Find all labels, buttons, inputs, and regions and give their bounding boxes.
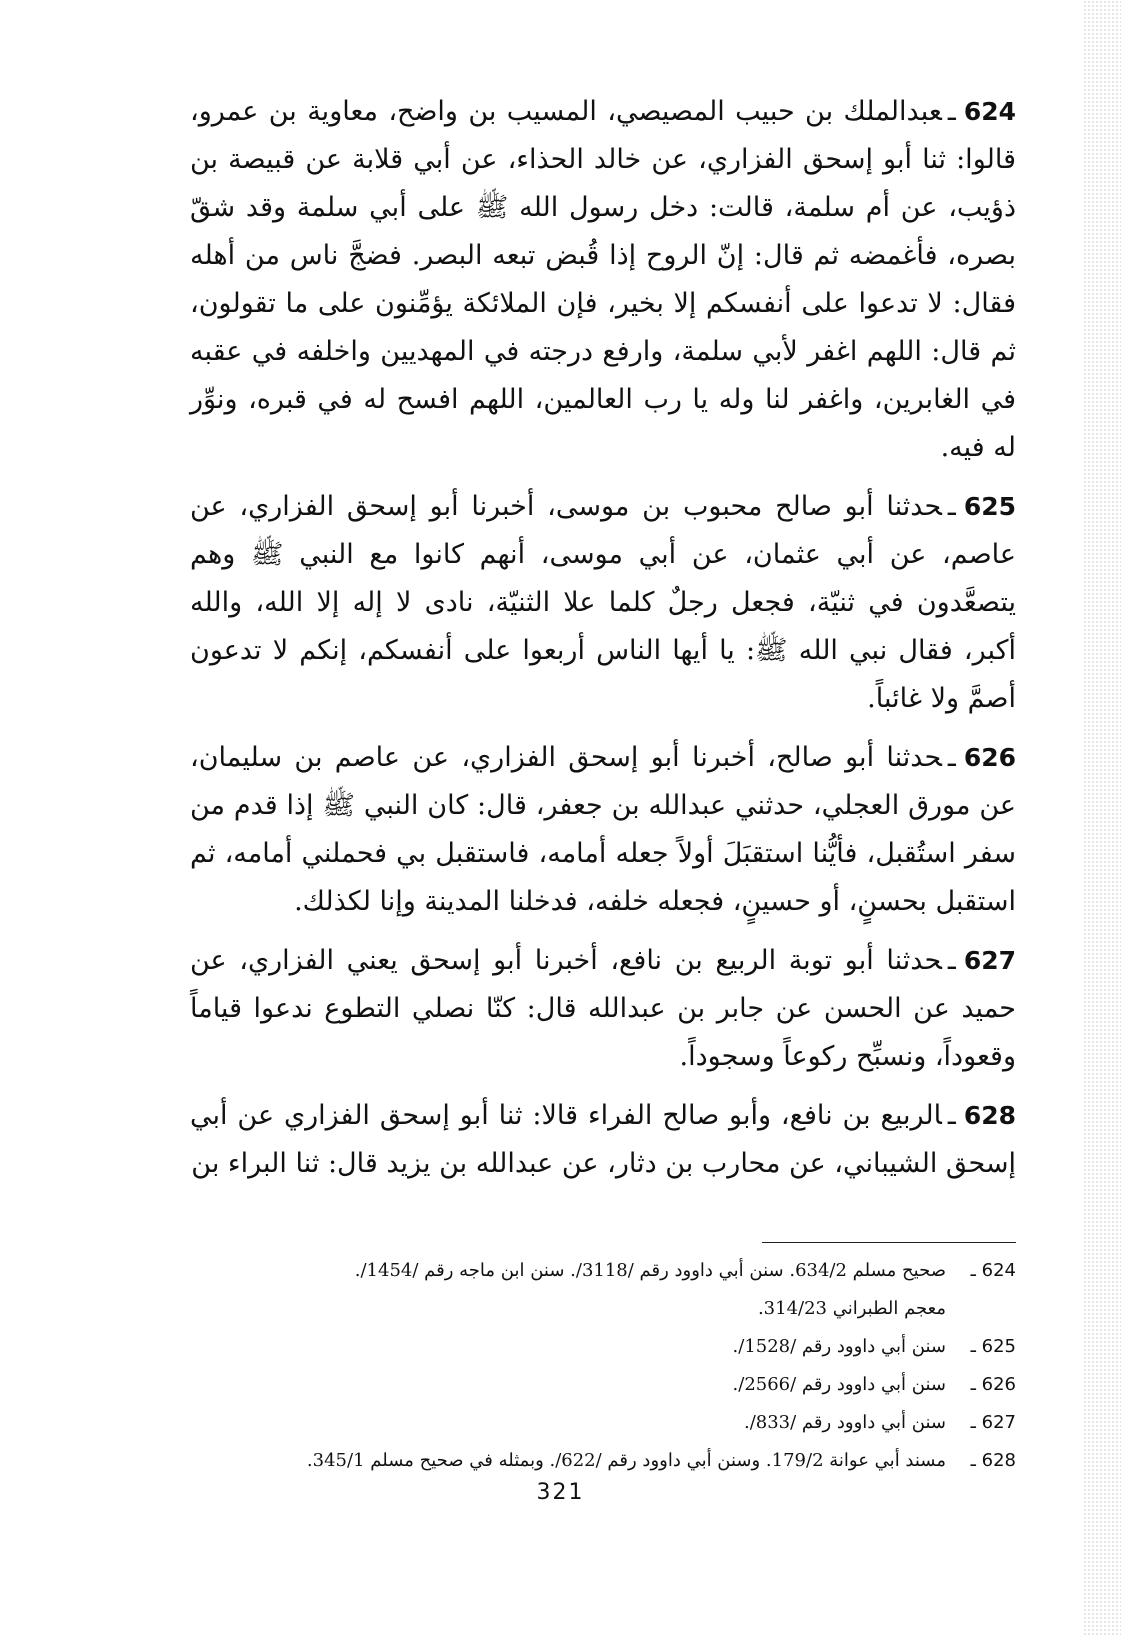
hadith-number: 625 — [963, 492, 1016, 521]
footnote-text — [190, 1252, 946, 1328]
footnote-number: 624 ـ — [970, 1260, 1016, 1281]
footnote-text — [190, 1404, 946, 1442]
footnote-text — [190, 1366, 946, 1404]
footnote-626 — [190, 1366, 1016, 1404]
hadith-625 — [190, 483, 1016, 723]
footnote-separator — [762, 1242, 1016, 1243]
footnote-line: معجم الطبراني 314/23. — [757, 1298, 946, 1319]
hadith-624 — [190, 88, 1016, 472]
hadith-text: عبدالملك بن حبيب المصيصي، المسيب بن واضح، معاوية بن عمرو، قالوا: ثنا أبو إسحق الفزاري، عن خالد الحذاء، عن أبي قلابة عن قبيصة بن ذؤيب، عن أم سلمة، قالت: دخل رسول الله ﷺ على أبي سلمة وقد شقّ بصره، فأغمضه ثم قال: إنّ الروح إذا قُبض تبعه البصر. فضجَّ ناس من أهله فقال: لا تدعوا على أنفسكم إلا بخير، فإن الملائكة يؤمِّنون على ما تقولون، ثم قال: اللهم اغفر لأبي سلمة، وارفع درجته في المهديين واخلفه في عقبه في الغابرين، واغفر لنا وله يا رب العالمين، اللهم افسح له في قبره، ونوِّر له فيه. — [190, 96, 1016, 463]
footnote-text — [190, 1442, 946, 1480]
hadith-dash: ـ — [947, 96, 956, 127]
footnote-line: مسند أبي عوانة 179/2. وسنن أبي داوود رقم /622/. وبمثله في صحيح مسلم 345/1. — [306, 1450, 946, 1471]
footnote-number: 626 ـ — [970, 1374, 1016, 1395]
footnote-number: 625 ـ — [970, 1336, 1016, 1357]
footnote-text — [190, 1328, 946, 1366]
footnote-line: سنن أبي داوود رقم /2566/. — [732, 1374, 946, 1395]
hadith-text: الربيع بن نافع، وأبو صالح الفراء قالا: ثنا أبو إسحق الفزاري عن أبي إسحق الشيباني، عن محارب بن دثار، عن عبدالله بن يزيد قال: ثنا البراء بن — [190, 1100, 1016, 1179]
hadith-number: 624 — [963, 97, 1016, 126]
hadith-text: حدثنا أبو توبة الربيع بن نافع، أخبرنا أبو إسحق يعني الفزاري، عن حميد عن الحسن عن جابر بن عبدالله قال: كنّا نصلي التطوع ندعوا قياماً وقعوداً، ونسبِّح ركوعاً وسجوداً. — [190, 945, 1016, 1072]
page-number: 321 — [536, 1480, 585, 1505]
scanned-page-edge — [1083, 0, 1121, 1636]
hadith-text: حدثنا أبو صالح، أخبرنا أبو إسحق الفزاري، عن عاصم بن سليمان، عن مورق العجلي، حدثني عبدالله بن جعفر، قال: كان النبي ﷺ إذا قدم من سفر استُقبل، فأيُّنا استقبَلَ أولاً جعله أمامه، فاستقبل بي فحملني أمامه، ثم استقبل بحسنٍ، أو حسينٍ، فجعله خلفه، فدخلنا المدينة وإنا لكذلك. — [190, 742, 1016, 917]
footnote-625 — [190, 1328, 1016, 1366]
hadith-number: 627 — [963, 946, 1016, 975]
hadith-number: 628 — [963, 1101, 1016, 1130]
hadith-dash: ـ — [947, 491, 956, 522]
hadith-626 — [190, 734, 1016, 926]
hadith-627 — [190, 937, 1016, 1081]
footnote-number: 627 ـ — [970, 1412, 1016, 1433]
footnotes — [190, 1252, 1016, 1480]
hadith-dash: ـ — [947, 945, 956, 976]
footnote-624 — [190, 1252, 1016, 1328]
footnote-628 — [190, 1442, 1016, 1480]
hadith-dash: ـ — [947, 742, 956, 773]
footnote-627 — [190, 1404, 1016, 1442]
hadith-number: 626 — [963, 743, 1016, 772]
hadith-body — [190, 88, 1016, 1199]
footnote-line: سنن أبي داوود رقم /1528/. — [732, 1336, 946, 1357]
footnote-number: 628 ـ — [970, 1450, 1016, 1471]
footnote-line: سنن أبي داوود رقم /833/. — [743, 1412, 946, 1433]
footnote-line: صحيح مسلم 634/2. سنن أبي داوود رقم /3118/. سنن ابن ماجه رقم /1454/. — [354, 1260, 946, 1281]
hadith-628 — [190, 1092, 1016, 1188]
hadith-dash: ـ — [947, 1100, 956, 1131]
hadith-text: حدثنا أبو صالح محبوب بن موسى، أخبرنا أبو إسحق الفزاري، عن عاصم، عن أبي عثمان، عن أبي موسى، أنهم كانوا مع النبي ﷺ وهم يتصعَّدون في ثنيّة، فجعل رجلٌ كلما علا الثنيّة، نادى لا إله إلا الله، والله أكبر، فقال نبي الله ﷺ: يا أيها الناس أربعوا على أنفسكم، إنكم لا تدعون أصمَّ ولا غائباً. — [190, 491, 1016, 714]
